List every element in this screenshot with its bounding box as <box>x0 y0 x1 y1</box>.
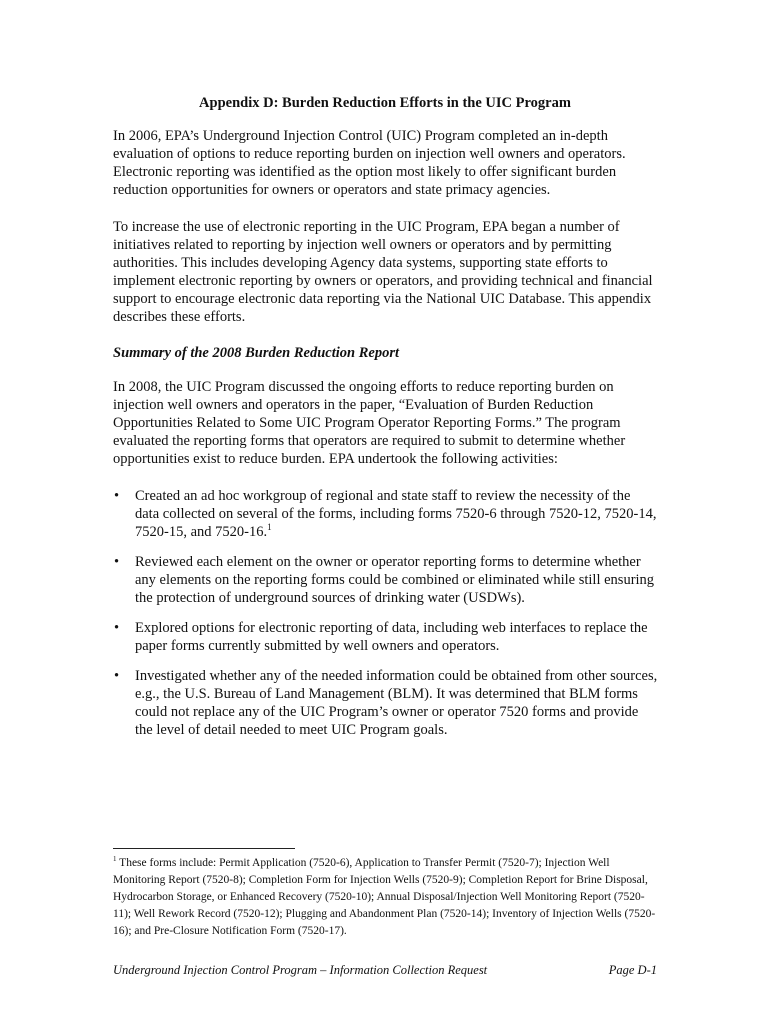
list-item-text: Created an ad hoc workgroup of regional and state staff to review the necessity of the data collected on several of the forms, including forms 7520-6 through 7520-12, 7520-14, 7520-15, and 7520-16. <box>135 488 657 540</box>
footer-title: Underground Injection Control Program – Information Collection Request <box>113 963 488 977</box>
list-item <box>113 667 658 739</box>
list-item <box>113 553 658 607</box>
activity-list <box>113 487 658 751</box>
bullet-icon: • <box>114 554 120 570</box>
bullet-icon: • <box>114 488 120 504</box>
page-title: Appendix D: Burden Reduction Efforts in the UIC Program <box>199 95 571 111</box>
list-item-text: Reviewed each element on the owner or operator reporting forms to determine whether any elements on the reporting forms could be combined or eliminated while still ensuring the protection of underground sources of drinking water (USDWs). <box>135 554 655 606</box>
footnote-divider <box>113 848 295 849</box>
section-paragraph: In 2008, the UIC Program discussed the ongoing efforts to reduce reporting burden on injection well owners and operators in the paper, “Evaluation of Burden Reduction Opportunities Related to Some UIC Program Operator Reporting Forms.” The program evaluated the reporting forms that operators are required to submit to determine whether opportunities exist to reduce burden. EPA undertook the following activities: <box>113 379 626 467</box>
list-item-text: Explored options for electronic reporting of data, including web interfaces to replace the paper forms currently submitted by well owners and operators. <box>135 620 648 654</box>
footnote-reference[interactable]: 1 <box>267 522 272 533</box>
intro-paragraph-1: In 2006, EPA’s Underground Injection Control (UIC) Program completed an in-depth evaluation of options to reduce reporting burden on injection well owners and operators. Electronic reporting was identified as the option most likely to offer significant burden reduction opportunities for owners or operators and state primacy agencies. <box>113 128 626 198</box>
list-item <box>113 487 658 541</box>
section-heading: Summary of the 2008 Burden Reduction Report <box>113 345 400 361</box>
page-number: Page D-1 <box>608 963 657 977</box>
footnote-text: These forms include: Permit Application (7520-6), Application to Transfer Permit (7520-7); Injection Well Monitoring Report (7520-8); Completion Form for Injection Wells (7520-9); Completion Report for Brine Disposal, Hydrocarbon Storage, or Enhanced Recovery (7520-10); Annual Disposal/Injection Well Monitoring Report (7520-11); Well Rework Record (7520-12); Plugging and Abandonment Plan (7520-14); Inventory of Injection Wells (7520-16); and Pre-Closure Notification Form (7520-17). <box>113 857 656 937</box>
list-item-text: Investigated whether any of the needed information could be obtained from other sources, e.g., the U.S. Bureau of Land Management (BLM). It was determined that BLM forms could not replace any of the UIC Program’s owner or operator 7520 forms and provide the level of detail needed to meet UIC Program goals. <box>135 668 658 738</box>
list-item <box>113 619 658 655</box>
intro-paragraph-2: To increase the use of electronic reporting in the UIC Program, EPA began a number of initiatives related to reporting by injection well owners or operators and by permitting authorities. This includes developing Agency data systems, supporting state efforts to implement electronic reporting by owners or operators, and providing technical and financial support to encourage electronic data reporting via the National UIC Database. This appendix describes these efforts. <box>113 219 653 325</box>
bullet-icon: • <box>114 620 120 636</box>
bullet-icon: • <box>114 668 120 684</box>
footnote-marker: 1 <box>113 855 117 864</box>
footnote <box>113 855 658 940</box>
